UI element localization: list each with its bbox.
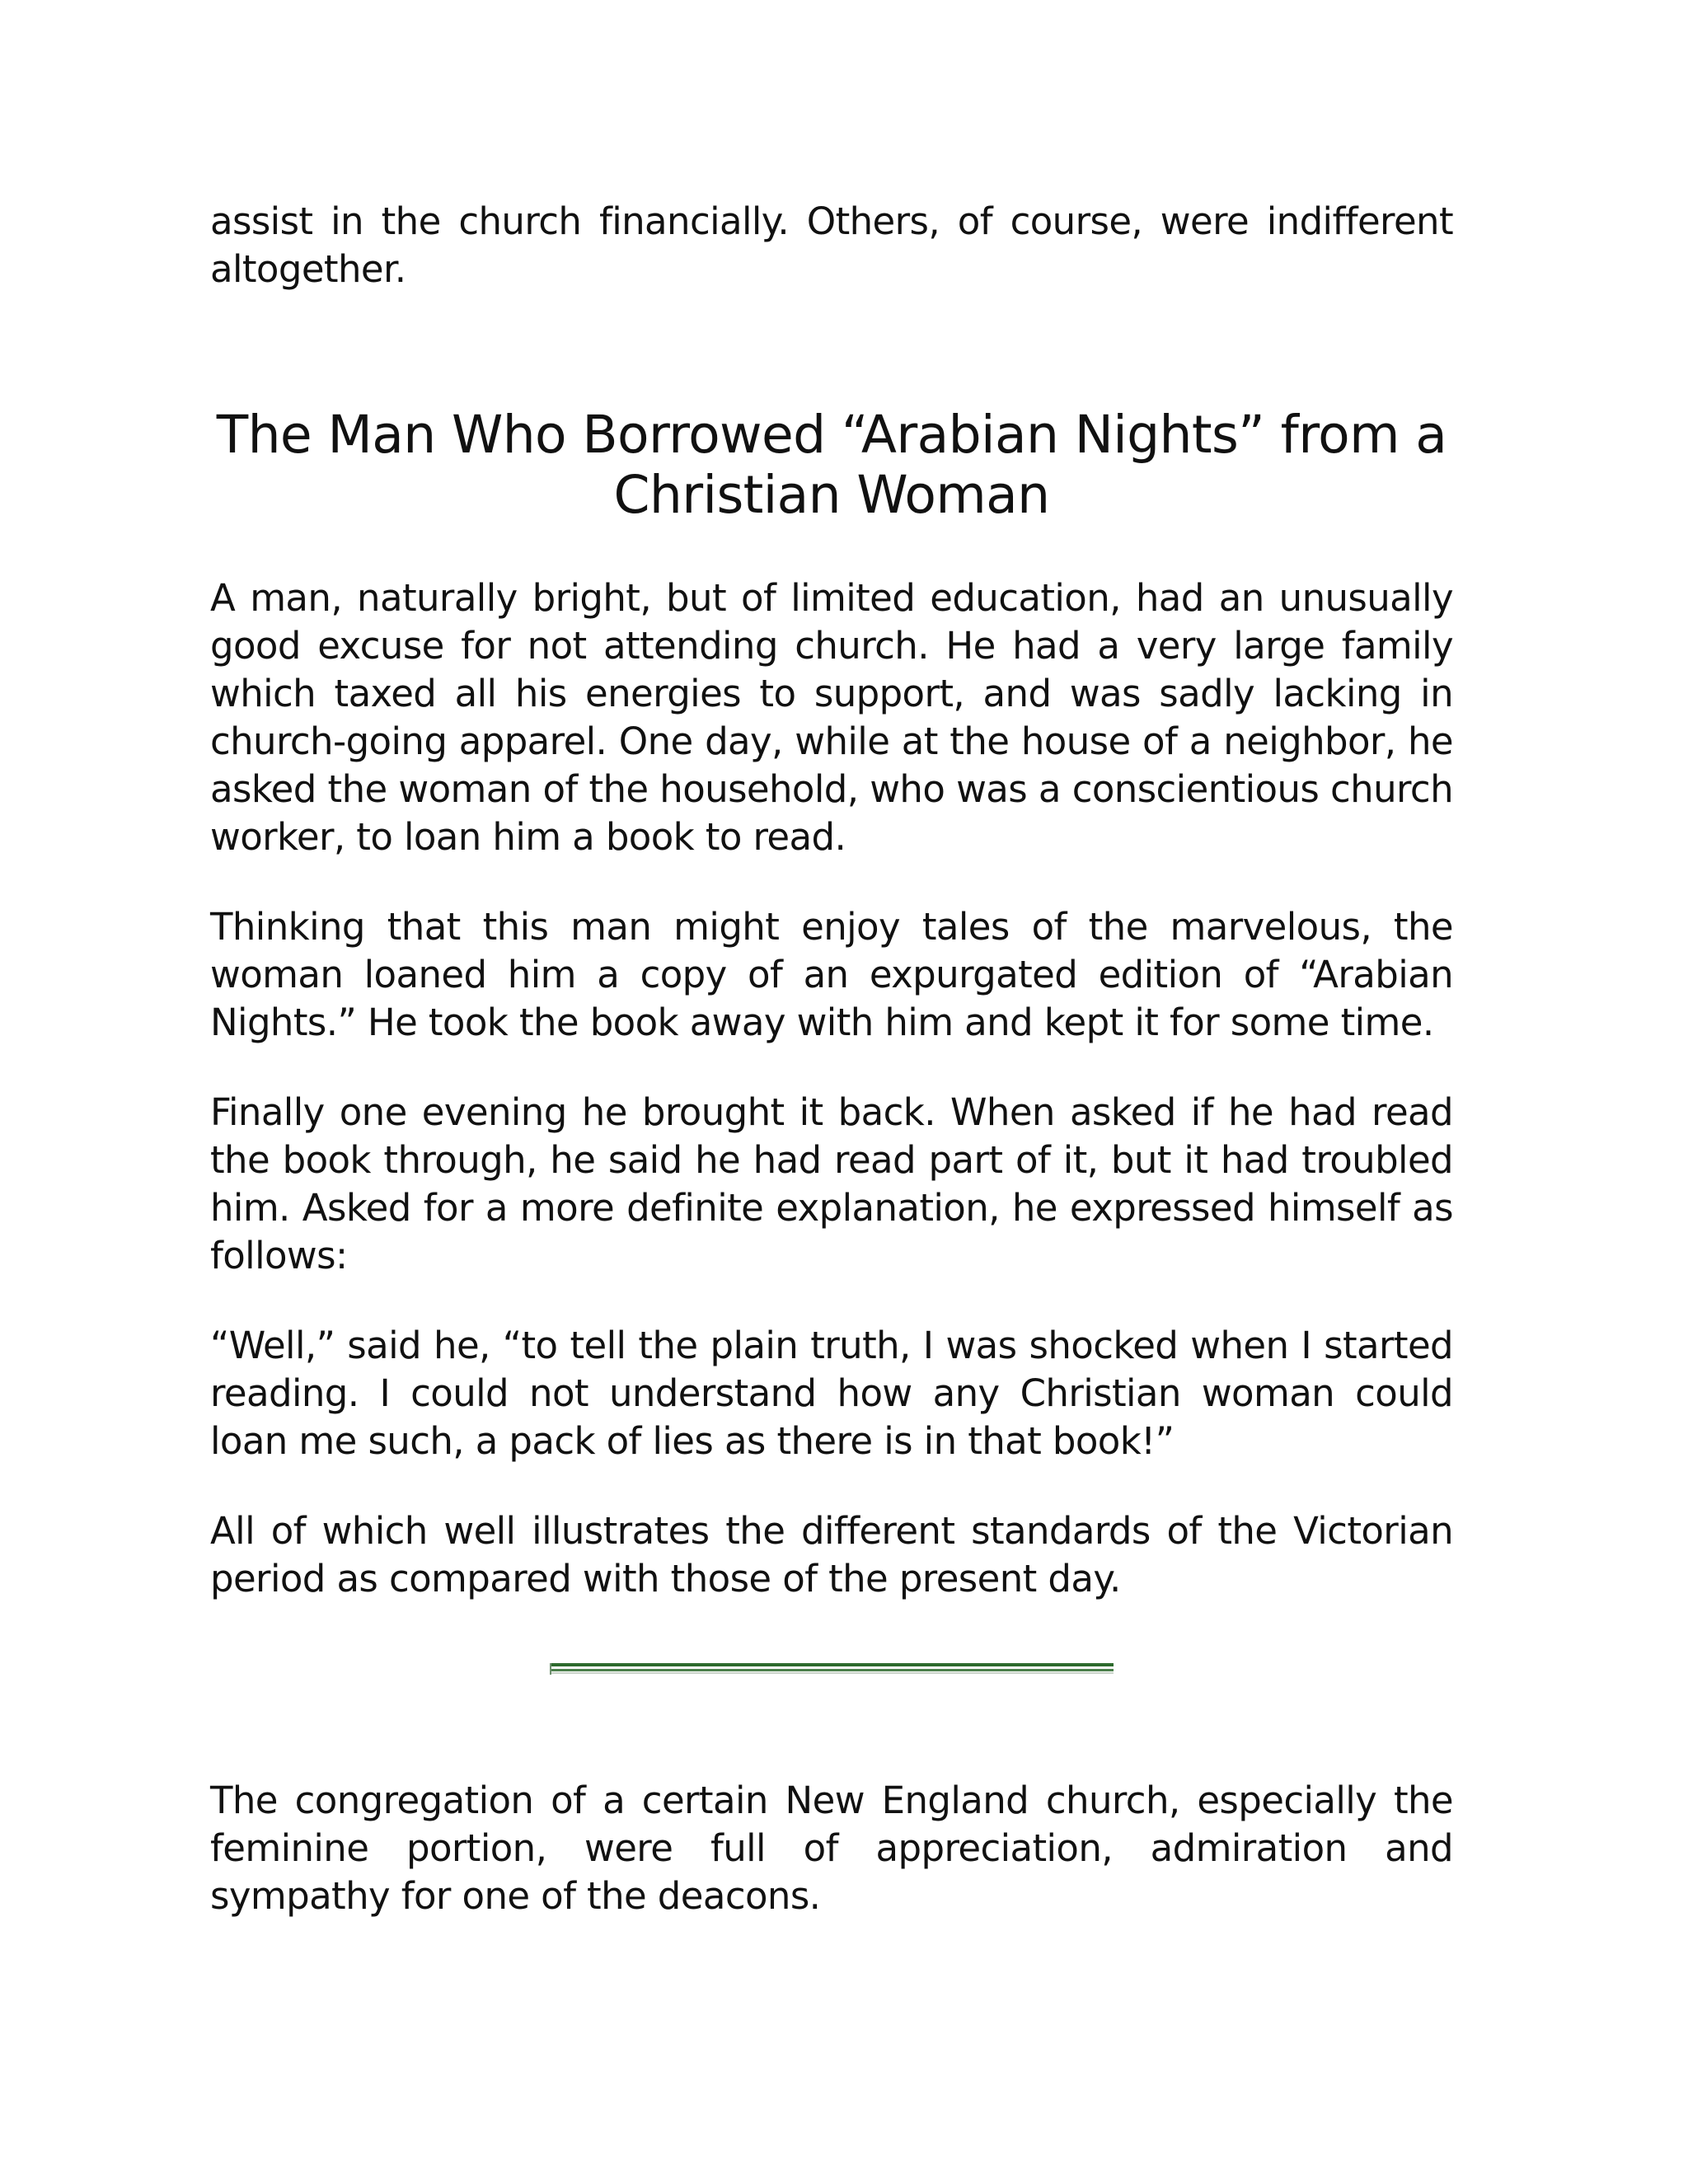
closing-paragraph: The congregation of a certain New England church, especially the feminine portion, were full of appreciation, admiration and sympathy for one of the deacons. bbox=[210, 1779, 1453, 1918]
section-title-line-1: The Man Who Borrowed “Arabian Nights” from a bbox=[216, 405, 1447, 465]
page-content bbox=[210, 198, 1453, 1962]
story-paragraph-3: Finally one evening he brought it back. When asked if he had read the book through, he said he had read part of it, but it had troubled him. Asked for a more definite explanation, he expressed himself as follows: bbox=[210, 1090, 1453, 1277]
story-paragraph-2: Thinking that this man might enjoy tales of the marvelous, the woman loaned him a copy of an expurgated edition of “Arabian Nights.” He took the book away with him and kept it for some time. bbox=[210, 905, 1453, 1044]
story-paragraph-4: “Well,” said he, “to tell the plain truth, I was shocked when I started reading. I could not understand how any Christian woman could loan me such, a pack of lies as there is in that book!” bbox=[210, 1324, 1453, 1463]
section-title-line-2: Christian Woman bbox=[613, 465, 1050, 525]
divider-line-bottom bbox=[550, 1669, 1114, 1671]
opening-paragraph: assist in the church financially. Others, of course, were indifferent altogether. bbox=[210, 199, 1453, 291]
divider-end-tick bbox=[550, 1663, 551, 1675]
section-divider bbox=[550, 1661, 1114, 1675]
story-paragraph-5: All of which well illustrates the different standards of the Victorian period as compared with those of the present day. bbox=[210, 1509, 1453, 1601]
divider-line-shadow bbox=[550, 1672, 1114, 1674]
story-paragraph-1: A man, naturally bright, but of limited education, had an unusually good excuse for not attending church. He had a very large family which taxed all his energies to support, and was sadly lacking in church-going apparel. One day, while at the house of a neighbor, he asked the woman of the household, who was a conscientious church worker, to loan him a book to read. bbox=[210, 576, 1453, 859]
divider-line-top bbox=[550, 1663, 1114, 1666]
section-title bbox=[210, 405, 1453, 525]
